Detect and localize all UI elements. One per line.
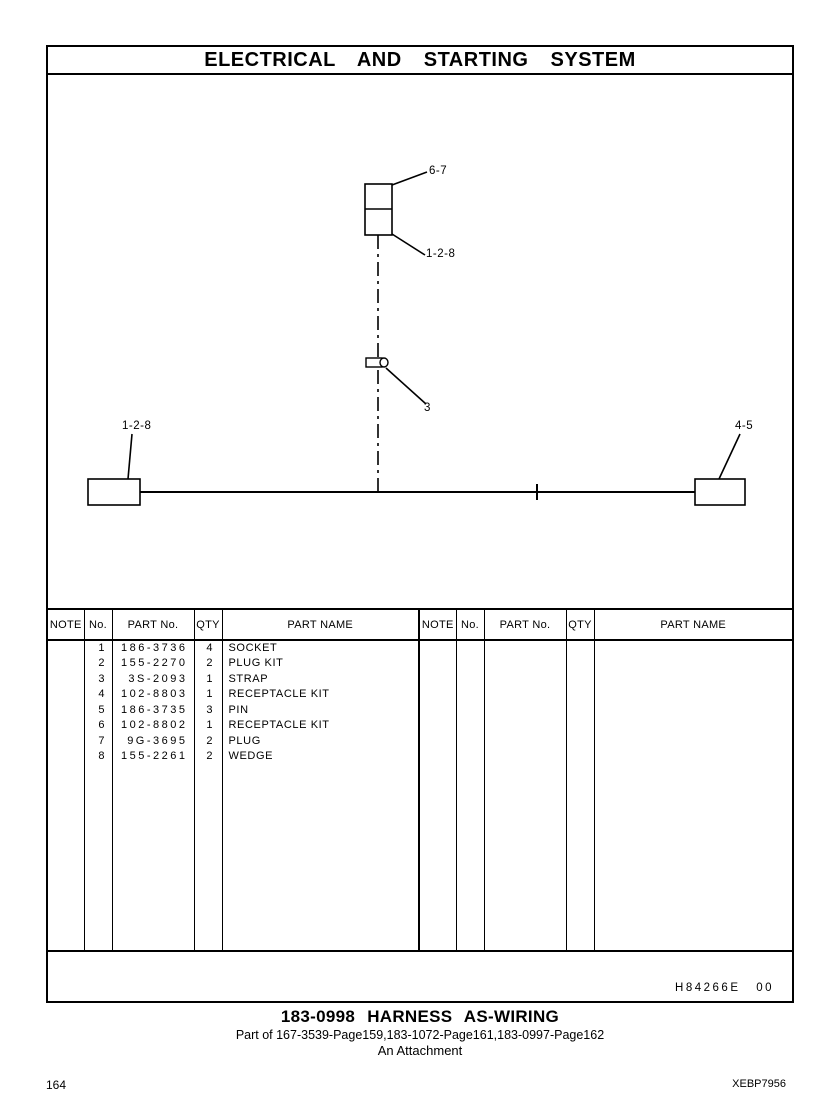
cell-part-name: RECEPTACLE KIT [222,718,418,734]
parts-table-left [48,610,420,950]
cell-note [48,733,84,749]
col-header-part-name: PART NAME [594,610,792,640]
page-border-frame [46,45,794,1003]
cell-qty: 2 [194,656,222,672]
col-header-no: No. [456,610,484,640]
table-row [48,687,418,703]
cell-part-no: 3S-2093 [112,671,194,687]
cell-part-name: STRAP [222,671,418,687]
cell-part-name: RECEPTACLE KIT [222,687,418,703]
cell-no: 8 [84,749,112,765]
table-row [48,749,418,765]
parts-table-right [420,610,792,950]
right-connector-shape [695,479,745,505]
cell-no: 6 [84,718,112,734]
table-row [48,702,418,718]
parts-table-section [48,608,792,952]
strap-end-shape [380,358,388,367]
table-row [48,671,418,687]
filler-cell [194,764,222,950]
table-row [48,718,418,734]
caption-part-title: 183-0998 HARNESS AS-WIRING [280,1007,560,1026]
callout-6-7: 6-7 [429,165,448,177]
cell-note [48,702,84,718]
page-title: ELECTRICAL AND STARTING SYSTEM [48,47,792,75]
cell-qty: 1 [194,671,222,687]
table-header-row [48,610,418,640]
callout-4-5: 4-5 [735,420,754,432]
leader-line-1-2-8-left [128,434,132,479]
frame-footer [48,952,792,1001]
table-header-row [420,610,792,640]
leader-line-1-2-8-top [392,234,425,255]
cell-part-no: 9G-3695 [112,733,194,749]
caption-part-of: Part of 167-3539-Page159,183-1072-Page161,183-0997-Page162 [235,1028,605,1042]
cell-part-no: 102-8803 [112,687,194,703]
filler-cell [112,764,194,950]
cell-part-name: PLUG [222,733,418,749]
cell-no: 1 [84,640,112,656]
callout-3: 3 [424,402,431,414]
cell-note [48,640,84,656]
cell-qty: 2 [194,733,222,749]
cell-part-name: PLUG KIT [222,656,418,672]
col-header-qty: QTY [566,610,594,640]
table-row [48,733,418,749]
table-filler-row [420,640,792,950]
caption-attachment: An Attachment [377,1043,463,1058]
cell-part-no: 155-2270 [112,656,194,672]
cell-qty: 4 [194,640,222,656]
col-header-qty: QTY [194,610,222,640]
cell-no: 7 [84,733,112,749]
cell-note [48,671,84,687]
cell-part-no: 155-2261 [112,749,194,765]
filler-cell [222,764,418,950]
table-filler-row [48,764,418,950]
col-header-part-no: PART No. [484,610,566,640]
filler-cell [84,764,112,950]
cell-note [48,718,84,734]
cell-part-no: 186-3736 [112,640,194,656]
filler-cell [420,640,456,950]
drawing-number: H84266E 00 [675,982,774,994]
cell-no: 4 [84,687,112,703]
harness-diagram-linework [48,75,792,608]
cell-part-name: SOCKET [222,640,418,656]
cell-no: 5 [84,702,112,718]
cell-qty: 1 [194,718,222,734]
cell-no: 2 [84,656,112,672]
harness-diagram [48,75,792,608]
filler-cell [594,640,792,950]
table-row [48,640,418,656]
cell-part-name: PIN [222,702,418,718]
page-number: 164 [46,1078,67,1092]
left-connector-shape [88,479,140,505]
cell-qty: 3 [194,702,222,718]
filler-cell [48,764,84,950]
filler-cell [484,640,566,950]
col-header-note: NOTE [48,610,84,640]
doc-code: XEBP7956 [732,1078,786,1090]
callout-1-2-8-left: 1-2-8 [122,420,152,432]
figure-caption [0,1007,840,1058]
col-header-part-name: PART NAME [222,610,418,640]
col-header-note: NOTE [420,610,456,640]
leader-line-6-7 [392,172,427,185]
cell-qty: 2 [194,749,222,765]
cell-qty: 1 [194,687,222,703]
cell-note [48,656,84,672]
cell-note [48,687,84,703]
page-footer [0,1078,840,1098]
leader-line-3 [386,368,426,404]
callout-1-2-8-top: 1-2-8 [426,248,456,260]
cell-part-no: 102-8802 [112,718,194,734]
cell-part-no: 186-3735 [112,702,194,718]
filler-cell [566,640,594,950]
col-header-no: No. [84,610,112,640]
cell-part-name: WEDGE [222,749,418,765]
col-header-part-no: PART No. [112,610,194,640]
cell-no: 3 [84,671,112,687]
leader-line-4-5 [719,434,740,479]
filler-cell [456,640,484,950]
table-row [48,656,418,672]
cell-note [48,749,84,765]
